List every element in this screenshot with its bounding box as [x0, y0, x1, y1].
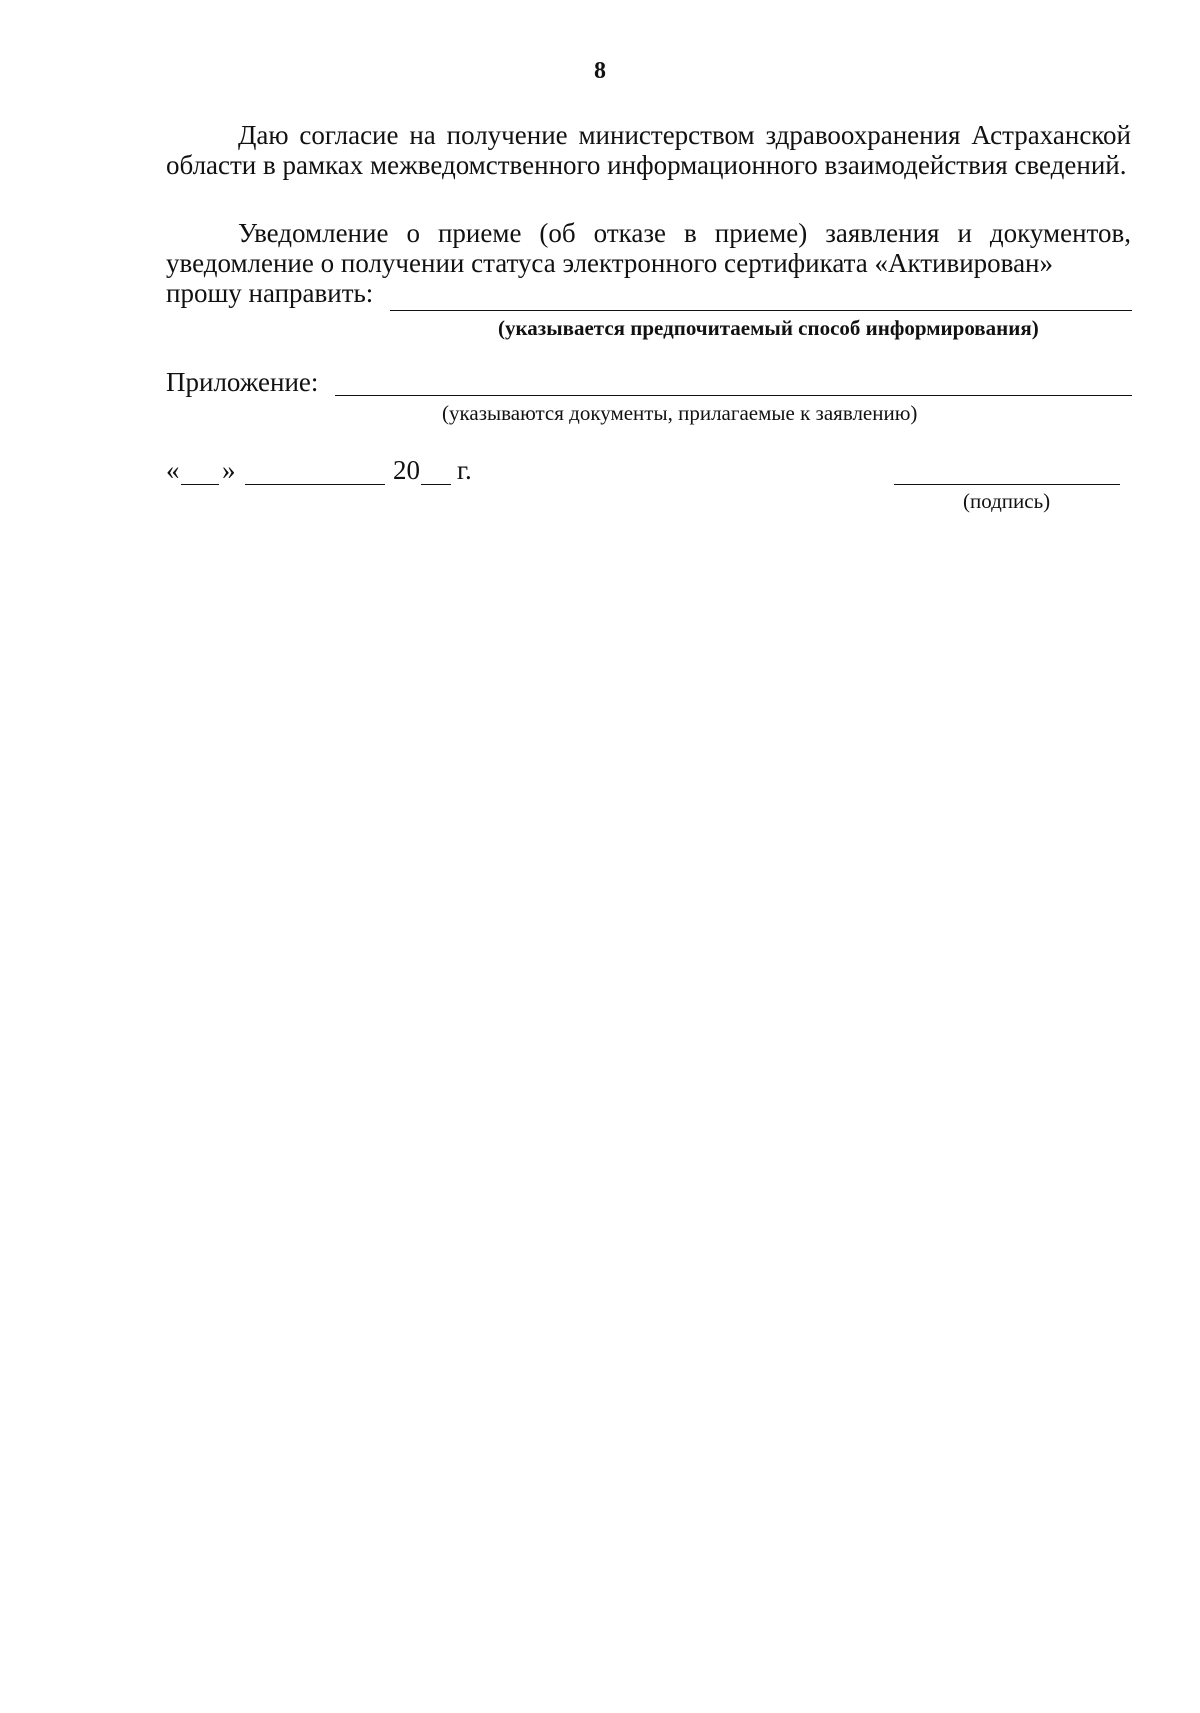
send-method-hint: (указывается предпочитаемый способ информирования) — [498, 316, 1039, 340]
send-method-label: прошу направить: — [166, 278, 374, 308]
date-day-field[interactable] — [181, 484, 219, 485]
date-year-prefix: 20 — [393, 455, 420, 485]
date-month-field[interactable] — [245, 484, 385, 485]
date-open-quote: « — [166, 455, 180, 485]
date-year-field[interactable] — [421, 484, 451, 485]
page-number: 8 — [594, 58, 606, 84]
signature-hint: (подпись) — [963, 489, 1051, 513]
notification-text: Уведомление о приеме (об отказе в приеме) заявления и документов, уведомление о получении статуса электронного сертификата «Активирован» — [166, 218, 1131, 278]
signature-field[interactable] — [894, 484, 1120, 485]
date-year-suffix: г. — [457, 455, 472, 485]
consent-text: Даю согласие на получение министерством здравоохранения Астраханской области в рамках межведомственного информационного взаимодействия сведений. — [166, 120, 1131, 180]
attachment-field[interactable] — [335, 395, 1132, 396]
attachment-hint: (указываются документы, прилагаемые к заявлению) — [442, 401, 918, 425]
send-method-field[interactable] — [390, 310, 1132, 311]
consent-paragraph — [166, 120, 1131, 180]
date-close-quote: » — [222, 455, 236, 485]
notification-paragraph — [166, 218, 1131, 278]
attachment-label: Приложение: — [166, 367, 319, 397]
